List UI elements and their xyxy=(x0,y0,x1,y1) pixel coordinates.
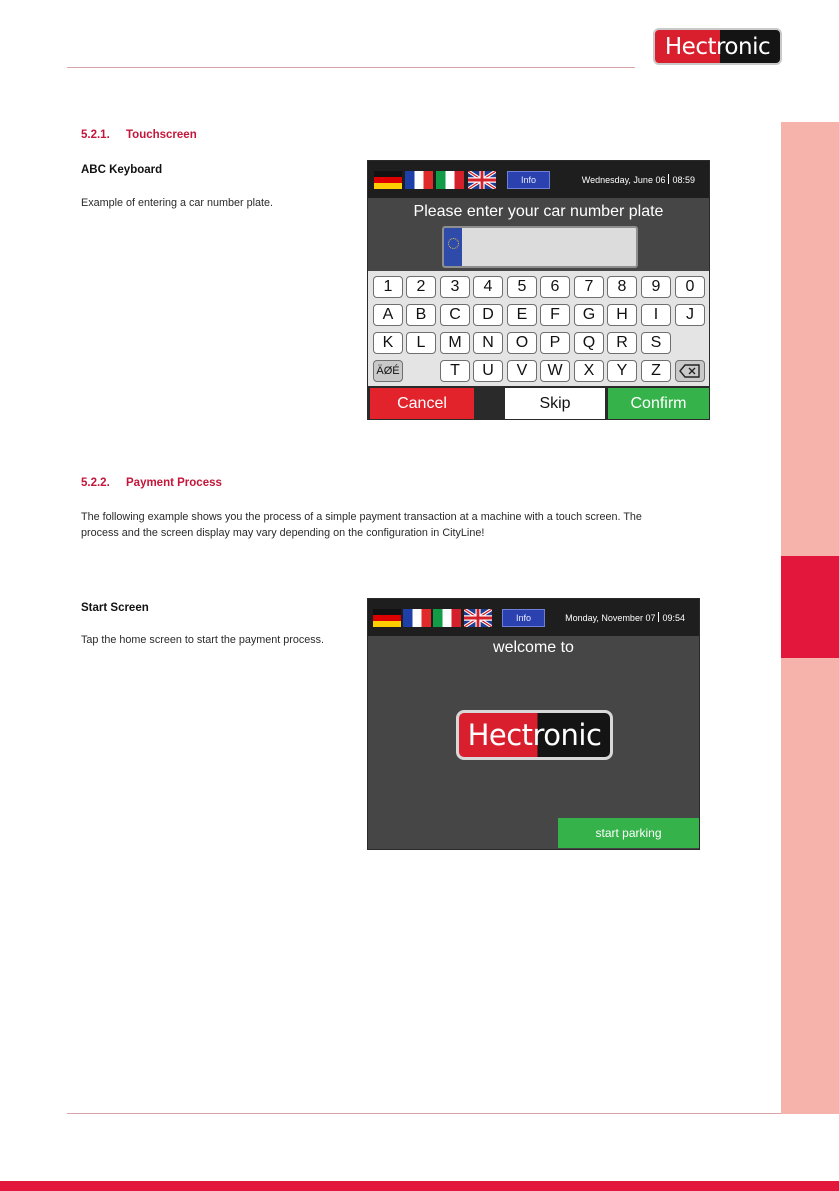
key-6[interactable]: 6 xyxy=(540,276,570,298)
screen-date: Monday, November 07 xyxy=(565,613,656,623)
key-n[interactable]: N xyxy=(473,332,503,354)
key-k[interactable]: K xyxy=(373,332,403,354)
datetime-separator xyxy=(658,612,659,622)
key-t[interactable]: T xyxy=(440,360,470,382)
key-9[interactable]: 9 xyxy=(641,276,671,298)
key-b[interactable]: B xyxy=(406,304,436,326)
key-d[interactable]: D xyxy=(473,304,503,326)
hectronic-screen-logo xyxy=(456,710,613,760)
screen-date: Wednesday, June 06 xyxy=(581,175,666,185)
footer-divider xyxy=(67,1113,781,1114)
screen-topbar xyxy=(368,161,709,198)
eu-plate-icon xyxy=(444,228,462,266)
action-bar xyxy=(368,386,710,420)
screen-time: 08:59 xyxy=(672,175,695,185)
key-v[interactable]: V xyxy=(507,360,537,382)
section-heading-touchscreen xyxy=(81,129,197,141)
key-1[interactable]: 1 xyxy=(373,276,403,298)
welcome-text: welcome to xyxy=(493,639,574,656)
key-q[interactable]: Q xyxy=(574,332,604,354)
section-title: Touchscreen xyxy=(126,129,197,141)
datetime-separator xyxy=(668,174,669,184)
screen-datetime xyxy=(565,612,685,623)
italian-flag-icon[interactable] xyxy=(436,171,464,189)
info-button[interactable]: Info xyxy=(507,171,550,189)
key-l[interactable]: L xyxy=(406,332,436,354)
payment-description-line-1: The following example shows you the process of a simple payment transaction at a machine with a touch screen. The xyxy=(81,511,642,523)
key-g[interactable]: G xyxy=(574,304,604,326)
payment-description xyxy=(81,509,642,541)
key-2[interactable]: 2 xyxy=(406,276,436,298)
screen-datetime xyxy=(582,174,695,185)
screen-topbar xyxy=(368,599,699,636)
plate-input[interactable] xyxy=(442,226,638,268)
section-number: 5.2.1. xyxy=(81,129,110,141)
backspace-icon xyxy=(679,364,701,378)
subheading-start-screen: Start Screen xyxy=(81,602,149,614)
start-screen[interactable] xyxy=(367,598,700,850)
logo-text: Hectronic xyxy=(664,33,771,60)
hectronic-logo xyxy=(653,28,782,65)
key-8[interactable]: 8 xyxy=(607,276,637,298)
german-flag-icon[interactable] xyxy=(374,171,402,189)
key-r[interactable]: R xyxy=(607,332,637,354)
plate-prompt: Please enter your car number plate xyxy=(413,203,664,220)
section-heading-payment xyxy=(81,477,222,489)
key-y[interactable]: Y xyxy=(607,360,637,382)
key-z[interactable]: Z xyxy=(641,360,671,382)
french-flag-icon[interactable] xyxy=(405,171,433,189)
section-title: Payment Process xyxy=(126,477,222,489)
header-divider xyxy=(67,67,635,68)
skip-button[interactable]: Skip xyxy=(505,388,605,419)
footer-bar xyxy=(0,1181,839,1191)
key-4[interactable]: 4 xyxy=(473,276,503,298)
logo-text: Hectronic xyxy=(467,718,602,752)
section-number: 5.2.2. xyxy=(81,477,110,489)
backspace-key[interactable] xyxy=(675,360,705,382)
uk-flag-icon[interactable] xyxy=(468,171,496,189)
start-parking-button[interactable]: start parking xyxy=(558,818,699,848)
payment-description-line-2: process and the screen display may vary depending on the configuration in CityLine! xyxy=(81,527,485,539)
key-j[interactable]: J xyxy=(675,304,705,326)
french-flag-icon[interactable] xyxy=(403,609,431,627)
key-w[interactable]: W xyxy=(540,360,570,382)
on-screen-keyboard xyxy=(368,271,710,386)
key-m[interactable]: M xyxy=(440,332,470,354)
key-f[interactable]: F xyxy=(540,304,570,326)
key-o[interactable]: O xyxy=(507,332,537,354)
cancel-button[interactable]: Cancel xyxy=(370,388,474,419)
key-c[interactable]: C xyxy=(440,304,470,326)
key-u[interactable]: U xyxy=(473,360,503,382)
key-x[interactable]: X xyxy=(574,360,604,382)
key-h[interactable]: H xyxy=(607,304,637,326)
start-screen-description: Tap the home screen to start the payment process. xyxy=(81,634,325,646)
german-flag-icon[interactable] xyxy=(373,609,401,627)
key-i[interactable]: I xyxy=(641,304,671,326)
key-7[interactable]: 7 xyxy=(574,276,604,298)
uk-flag-icon[interactable] xyxy=(464,609,492,627)
confirm-button[interactable]: Confirm xyxy=(608,388,709,419)
special-characters-key[interactable]: ÄØÉ xyxy=(373,360,403,382)
info-button[interactable]: Info xyxy=(502,609,545,627)
key-3[interactable]: 3 xyxy=(440,276,470,298)
italian-flag-icon[interactable] xyxy=(433,609,461,627)
keyboard-screen xyxy=(367,160,710,420)
key-0[interactable]: 0 xyxy=(675,276,705,298)
key-a[interactable]: A xyxy=(373,304,403,326)
keyboard-description: Example of entering a car number plate. xyxy=(81,197,274,209)
key-p[interactable]: P xyxy=(540,332,570,354)
key-5[interactable]: 5 xyxy=(507,276,537,298)
chapter-tab-active xyxy=(781,556,839,658)
key-e[interactable]: E xyxy=(507,304,537,326)
subheading-abc-keyboard: ABC Keyboard xyxy=(81,164,163,176)
screen-time: 09:54 xyxy=(662,613,685,623)
key-s[interactable]: S xyxy=(641,332,671,354)
